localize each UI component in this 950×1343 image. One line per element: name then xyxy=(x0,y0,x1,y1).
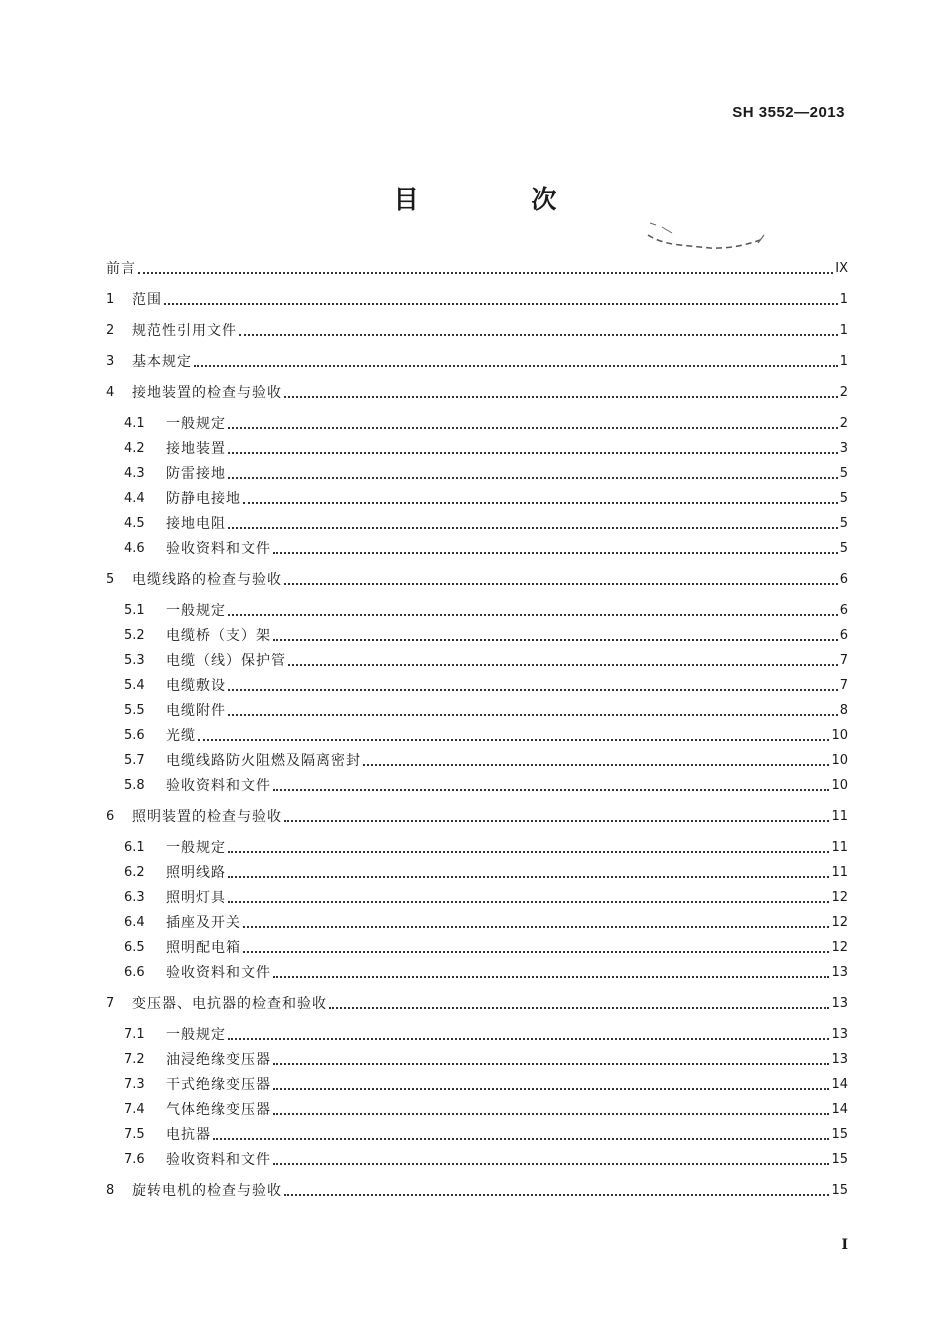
dot-leader xyxy=(228,476,838,479)
toc-entry-number: 4.6 xyxy=(124,541,145,556)
dot-leader xyxy=(329,1006,829,1009)
toc-entry[interactable] xyxy=(124,837,848,859)
toc-entry-number: 3 xyxy=(106,354,115,369)
toc-entry-page: 7 xyxy=(839,678,848,693)
toc-entry-page: 12 xyxy=(831,940,848,955)
toc-entry[interactable] xyxy=(106,258,848,280)
toc-entry-number: 5.8 xyxy=(124,778,145,793)
toc-entry[interactable] xyxy=(106,351,848,373)
dot-leader xyxy=(239,333,838,336)
toc-entry[interactable] xyxy=(124,937,848,959)
toc-entry-page: 10 xyxy=(831,778,848,793)
toc-entry[interactable] xyxy=(124,463,848,485)
toc-entry[interactable] xyxy=(106,806,848,828)
toc-entry-label: 一般规定 xyxy=(166,603,226,619)
dot-leader xyxy=(273,1162,829,1165)
page-title: 目 次 xyxy=(393,185,609,214)
toc-entry-label: 插座及开关 xyxy=(166,915,241,931)
toc-entry-page: 5 xyxy=(839,491,848,506)
toc-entry-number: 7.4 xyxy=(124,1102,145,1117)
toc-entry-page: 2 xyxy=(839,385,848,400)
toc-entry[interactable] xyxy=(124,600,848,622)
toc-entry-number: 6.1 xyxy=(124,840,145,855)
toc-entry[interactable] xyxy=(124,887,848,909)
toc-entry[interactable] xyxy=(106,569,848,591)
toc-entry-label: 照明装置的检查与验收 xyxy=(132,809,282,825)
dot-leader xyxy=(243,925,829,928)
dot-leader xyxy=(284,819,829,822)
dot-leader xyxy=(228,526,838,529)
toc-entry-number: 7.5 xyxy=(124,1127,145,1142)
toc-entry-page: 5 xyxy=(839,516,848,531)
toc-entry-label: 一般规定 xyxy=(166,1027,226,1043)
toc-entry[interactable] xyxy=(124,1049,848,1071)
toc-entry[interactable] xyxy=(106,993,848,1015)
dot-leader xyxy=(363,763,829,766)
toc-entry-page: 13 xyxy=(831,1027,848,1042)
dot-leader xyxy=(284,395,838,398)
toc-entry[interactable] xyxy=(124,625,848,647)
toc-entry-label: 验收资料和文件 xyxy=(166,965,271,981)
dot-leader xyxy=(228,426,838,429)
toc-entry[interactable] xyxy=(106,320,848,342)
toc-entry-number: 5 xyxy=(106,572,115,587)
toc-entry[interactable] xyxy=(124,538,848,560)
toc-entry[interactable] xyxy=(124,1074,848,1096)
toc-entry-label: 电缆敷设 xyxy=(166,678,226,694)
toc-entry-label: 油浸绝缘变压器 xyxy=(166,1052,271,1068)
toc-entry-number: 7.3 xyxy=(124,1077,145,1092)
dot-leader xyxy=(273,788,829,791)
dot-leader xyxy=(138,271,833,274)
dot-leader xyxy=(228,1037,829,1040)
toc-entry-label: 接地装置的检查与验收 xyxy=(132,385,282,401)
toc-entry-page: 3 xyxy=(839,441,848,456)
toc-entry-page: 12 xyxy=(831,915,848,930)
toc-entry-number: 6 xyxy=(106,809,115,824)
toc-entry[interactable] xyxy=(124,862,848,884)
toc-entry-label: 一般规定 xyxy=(166,416,226,432)
toc-entry-page: 1 xyxy=(839,354,848,369)
dot-leader xyxy=(228,850,829,853)
toc-entry-page: IX xyxy=(835,261,848,276)
toc-entry-number: 7 xyxy=(106,996,115,1011)
toc-entry-number: 7.2 xyxy=(124,1052,145,1067)
toc-entry-number: 8 xyxy=(106,1183,115,1198)
toc-entry-page: 12 xyxy=(831,890,848,905)
toc-entry[interactable] xyxy=(124,962,848,984)
toc-entry-number: 5.3 xyxy=(124,653,145,668)
toc-entry-label: 电缆线路的检查与验收 xyxy=(132,572,282,588)
dot-leader xyxy=(228,875,829,878)
dot-leader xyxy=(273,1112,829,1115)
toc-entry[interactable] xyxy=(124,775,848,797)
dot-leader xyxy=(164,302,838,305)
toc-entry[interactable] xyxy=(124,675,848,697)
toc-entry-label: 接地装置 xyxy=(166,441,226,457)
dot-leader xyxy=(284,582,838,585)
toc-entry-number: 6.2 xyxy=(124,865,145,880)
toc-entry-label: 电抗器 xyxy=(166,1127,211,1143)
toc-entry-page: 5 xyxy=(839,466,848,481)
toc-entry-number: 6.5 xyxy=(124,940,145,955)
toc-entry[interactable] xyxy=(124,700,848,722)
dot-leader xyxy=(243,950,829,953)
toc-entry-page: 1 xyxy=(839,323,848,338)
dot-leader xyxy=(288,663,838,666)
toc-entry[interactable] xyxy=(124,1149,848,1171)
toc-entry-number: 5.2 xyxy=(124,628,145,643)
toc-entry-label: 照明配电箱 xyxy=(166,940,241,956)
toc-entry-label: 电缆桥（支）架 xyxy=(166,628,271,644)
dot-leader xyxy=(228,713,838,716)
toc-entry-label: 接地电阻 xyxy=(166,516,226,532)
dot-leader xyxy=(194,364,838,367)
toc-entry[interactable] xyxy=(106,1180,848,1202)
toc-entry[interactable] xyxy=(124,650,848,672)
toc-entry-number: 4.5 xyxy=(124,516,145,531)
toc-entry-number: 6.3 xyxy=(124,890,145,905)
toc-entry[interactable] xyxy=(124,438,848,460)
toc-entry[interactable] xyxy=(124,1099,848,1121)
toc-entry-page: 15 xyxy=(831,1183,848,1198)
toc-entry-number: 6.6 xyxy=(124,965,145,980)
toc-entry-number: 5.7 xyxy=(124,753,145,768)
toc-entry-page: 13 xyxy=(831,1052,848,1067)
toc-entry-number: 7.6 xyxy=(124,1152,145,1167)
dot-leader xyxy=(243,501,838,504)
toc-entry-label: 防静电接地 xyxy=(166,491,241,507)
dot-leader xyxy=(228,900,829,903)
toc-entry-label: 一般规定 xyxy=(166,840,226,856)
toc-entry[interactable] xyxy=(124,750,848,772)
toc-entry-page: 6 xyxy=(839,628,848,643)
toc-entry-number: 2 xyxy=(106,323,115,338)
page-number: I xyxy=(841,1237,848,1253)
dot-leader xyxy=(273,1062,829,1065)
toc-entry-page: 13 xyxy=(831,965,848,980)
toc-entry-page: 14 xyxy=(831,1102,848,1117)
toc-entry-number: 4 xyxy=(106,385,115,400)
toc-entry-page: 1 xyxy=(839,292,848,307)
toc-entry-page: 10 xyxy=(831,753,848,768)
toc-entry-number: 5.1 xyxy=(124,603,145,618)
toc-entry-number: 4.3 xyxy=(124,466,145,481)
toc-entry-page: 5 xyxy=(839,541,848,556)
toc-entry[interactable] xyxy=(106,289,848,311)
toc-entry-page: 15 xyxy=(831,1127,848,1142)
toc-entry-label: 电缆线路防火阻燃及隔离密封 xyxy=(166,753,361,769)
toc-entry-label: 照明线路 xyxy=(166,865,226,881)
toc-entry-label: 气体绝缘变压器 xyxy=(166,1102,271,1118)
toc-entry-number: 1 xyxy=(106,292,115,307)
dot-leader xyxy=(273,1087,829,1090)
toc-entry-number: 4.2 xyxy=(124,441,145,456)
toc-entry-page: 15 xyxy=(831,1152,848,1167)
toc-entry-page: 11 xyxy=(831,840,848,855)
toc-entry-number: 4.4 xyxy=(124,491,145,506)
toc-entry[interactable] xyxy=(106,382,848,404)
toc-entry[interactable] xyxy=(124,1024,848,1046)
dot-leader xyxy=(284,1193,829,1196)
toc-entry-page: 14 xyxy=(831,1077,848,1092)
dot-leader xyxy=(213,1137,829,1140)
toc-entry-number: 5.5 xyxy=(124,703,145,718)
toc-entry-label: 电缆（线）保护管 xyxy=(166,653,286,669)
toc-entry[interactable] xyxy=(124,488,848,510)
toc-entry-label: 旋转电机的检查与验收 xyxy=(132,1183,282,1199)
toc-entry-number: 6.4 xyxy=(124,915,145,930)
toc-entry-page: 8 xyxy=(839,703,848,718)
dot-leader xyxy=(228,613,838,616)
toc-entry-label: 规范性引用文件 xyxy=(132,323,237,339)
toc-entry[interactable] xyxy=(124,413,848,435)
toc-entry[interactable] xyxy=(124,513,848,535)
toc-entry-page: 6 xyxy=(839,572,848,587)
dot-leader xyxy=(273,551,838,554)
toc-entry-number: 5.6 xyxy=(124,728,145,743)
dot-leader xyxy=(273,975,829,978)
toc-entry-page: 13 xyxy=(831,996,848,1011)
toc-entry-number: 4.1 xyxy=(124,416,145,431)
toc-entry-label: 电缆附件 xyxy=(166,703,226,719)
toc-entry-label: 光缆 xyxy=(166,728,196,744)
toc-entry-page: 7 xyxy=(839,653,848,668)
toc-entry-label: 照明灯具 xyxy=(166,890,226,906)
toc-entry-label: 范围 xyxy=(132,292,162,308)
toc-entry-label: 干式绝缘变压器 xyxy=(166,1077,271,1093)
dot-leader xyxy=(228,451,838,454)
toc-entry-label: 验收资料和文件 xyxy=(166,778,271,794)
toc-entry[interactable] xyxy=(124,725,848,747)
toc-entry-page: 11 xyxy=(831,865,848,880)
dot-leader xyxy=(198,738,829,741)
toc-entry-page: 2 xyxy=(839,416,848,431)
toc-entry-page: 11 xyxy=(831,809,848,824)
toc-entry-number: 7.1 xyxy=(124,1027,145,1042)
toc-entry-number: 5.4 xyxy=(124,678,145,693)
dot-leader xyxy=(273,638,838,641)
toc-entry-page: 6 xyxy=(839,603,848,618)
toc-entry-label: 验收资料和文件 xyxy=(166,1152,271,1168)
toc-entry-label: 变压器、电抗器的检查和验收 xyxy=(132,996,327,1012)
toc-entry-label: 防雷接地 xyxy=(166,466,226,482)
toc-entry[interactable] xyxy=(124,1124,848,1146)
toc-entry-label: 基本规定 xyxy=(132,354,192,370)
toc-entry-label: 验收资料和文件 xyxy=(166,541,271,557)
toc-entry-page: 10 xyxy=(831,728,848,743)
standard-code: SH 3552—2013 xyxy=(732,104,845,121)
toc-entry-label: 前言 xyxy=(106,261,136,277)
dot-leader xyxy=(228,688,838,691)
toc-entry[interactable] xyxy=(124,912,848,934)
